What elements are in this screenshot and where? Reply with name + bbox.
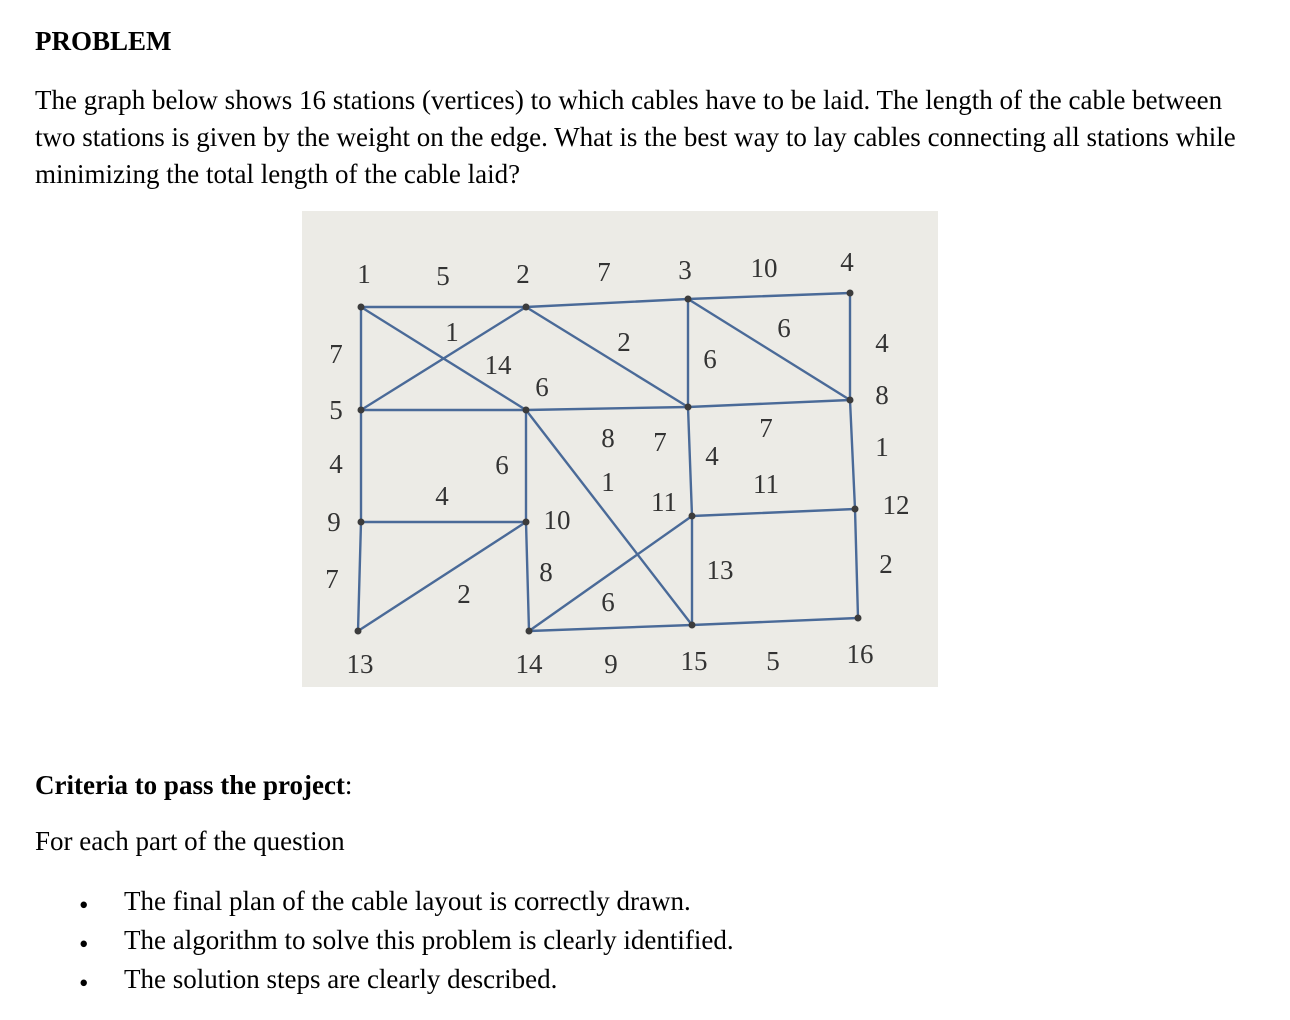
vertex-7 <box>685 404 692 411</box>
vertex-5 <box>358 407 365 414</box>
list-item-text: The final plan of the cable layout is correctly drawn. <box>124 886 691 916</box>
weight-5-10: 4 <box>435 481 449 511</box>
vertex-10 <box>523 519 530 526</box>
edge-13-10 <box>358 522 526 631</box>
list-item-text: The algorithm to solve this problem is clearly identified. <box>124 925 734 955</box>
edge-9-13 <box>358 522 361 631</box>
weight-1-2: 5 <box>436 261 450 291</box>
edge-15-16 <box>692 618 858 625</box>
graph-svg <box>302 211 938 687</box>
weight-14-11: 6 <box>601 587 615 617</box>
weight-5-9-a: 4 <box>329 449 343 479</box>
weight-6-15-a: 8 <box>601 423 615 453</box>
vertex-11 <box>689 513 696 520</box>
edge-10-14 <box>526 522 529 631</box>
vertex-2 <box>523 304 530 311</box>
vertex-9 <box>358 519 365 526</box>
weight-2-7: 2 <box>617 327 631 357</box>
weight-2-3: 7 <box>597 257 611 287</box>
weight-7-11-c: 4 <box>705 441 719 471</box>
vertex-label-5: 5 <box>329 395 343 425</box>
criteria-title: Criteria to pass the project <box>35 770 345 800</box>
weight-1-5: 7 <box>329 339 343 369</box>
weight-10-14: 8 <box>539 557 553 587</box>
vertex-4 <box>847 290 854 297</box>
vertex-1 <box>358 304 365 311</box>
weight-15-16: 5 <box>766 646 780 676</box>
vertex-label-13: 13 <box>346 649 374 679</box>
edge-14-15 <box>529 625 692 631</box>
weight-7-11-a: 7 <box>759 413 773 443</box>
weight-3-4: 10 <box>750 253 778 283</box>
vertex-8 <box>847 397 854 404</box>
bullet-icon: • <box>79 968 89 998</box>
weight-13-10: 2 <box>457 579 471 609</box>
edge-12-16 <box>855 509 858 618</box>
vertex-label-7: 7 <box>653 427 667 457</box>
vertex-6 <box>523 407 530 414</box>
edge-2-3 <box>526 299 688 307</box>
graph-figure <box>302 211 938 687</box>
list-item-text: The solution steps are clearly described. <box>124 964 558 994</box>
weight-5-2: 14 <box>484 350 512 380</box>
weight-9-13: 7 <box>325 564 339 594</box>
bullet-icon: • <box>79 890 89 920</box>
edge-6-7 <box>526 407 688 410</box>
weight-14-15: 9 <box>604 649 618 679</box>
vertex-13 <box>355 628 362 635</box>
edge-11-12 <box>692 509 855 516</box>
edge-7-11 <box>688 407 692 516</box>
vertex-label-3: 3 <box>678 255 692 285</box>
weight-4-8: 4 <box>875 328 889 358</box>
weight-1-6: 1 <box>445 317 459 347</box>
vertex-label-8: 8 <box>875 380 889 410</box>
weight-6-9: 6 <box>495 450 509 480</box>
criteria-heading <box>35 770 352 801</box>
weight-11-15-b: 13 <box>706 555 734 585</box>
vertex-16 <box>855 615 862 622</box>
vertex-label-9: 9 <box>327 507 341 537</box>
weight-6-15-b: 1 <box>601 467 615 497</box>
vertex-label-16: 16 <box>846 639 874 669</box>
criteria-colon: : <box>344 770 353 800</box>
vertex-label-4: 4 <box>840 247 854 277</box>
edge-8-12 <box>850 400 855 509</box>
weight-7-11-b: 11 <box>753 469 779 499</box>
edge-7-8 <box>688 400 850 407</box>
vertex-12 <box>852 506 859 513</box>
problem-description: The graph below shows 16 stations (vertices) to which cables have to be laid. The length of the cable between two stations is given by the weight on the edge. What is the best way to lay cables connecting all stations while minimizing the total length of the cable laid? <box>35 85 1236 189</box>
vertex-label-14: 14 <box>515 649 543 679</box>
vertex-label-12: 12 <box>882 490 910 520</box>
vertex-15 <box>689 622 696 629</box>
weight-8-12-b: 1 <box>875 432 889 462</box>
vertex-14 <box>526 628 533 635</box>
edge-2-7 <box>526 307 688 407</box>
vertex-label-6: 6 <box>535 372 549 402</box>
vertex-label-11: 11 <box>651 487 677 517</box>
vertex-label-10: 10 <box>543 505 571 535</box>
edge-3-4 <box>688 293 850 299</box>
bullet-icon: • <box>79 929 89 959</box>
criteria-subtitle: For each part of the question <box>35 826 345 856</box>
weight-3-7: 6 <box>703 344 717 374</box>
problem-heading: PROBLEM <box>35 26 172 56</box>
weight-12-16: 2 <box>879 549 893 579</box>
vertex-label-1: 1 <box>357 259 371 289</box>
vertex-label-2: 2 <box>516 259 530 289</box>
weight-3-8: 6 <box>777 313 791 343</box>
vertex-3 <box>685 296 692 303</box>
vertex-label-15: 15 <box>680 646 708 676</box>
